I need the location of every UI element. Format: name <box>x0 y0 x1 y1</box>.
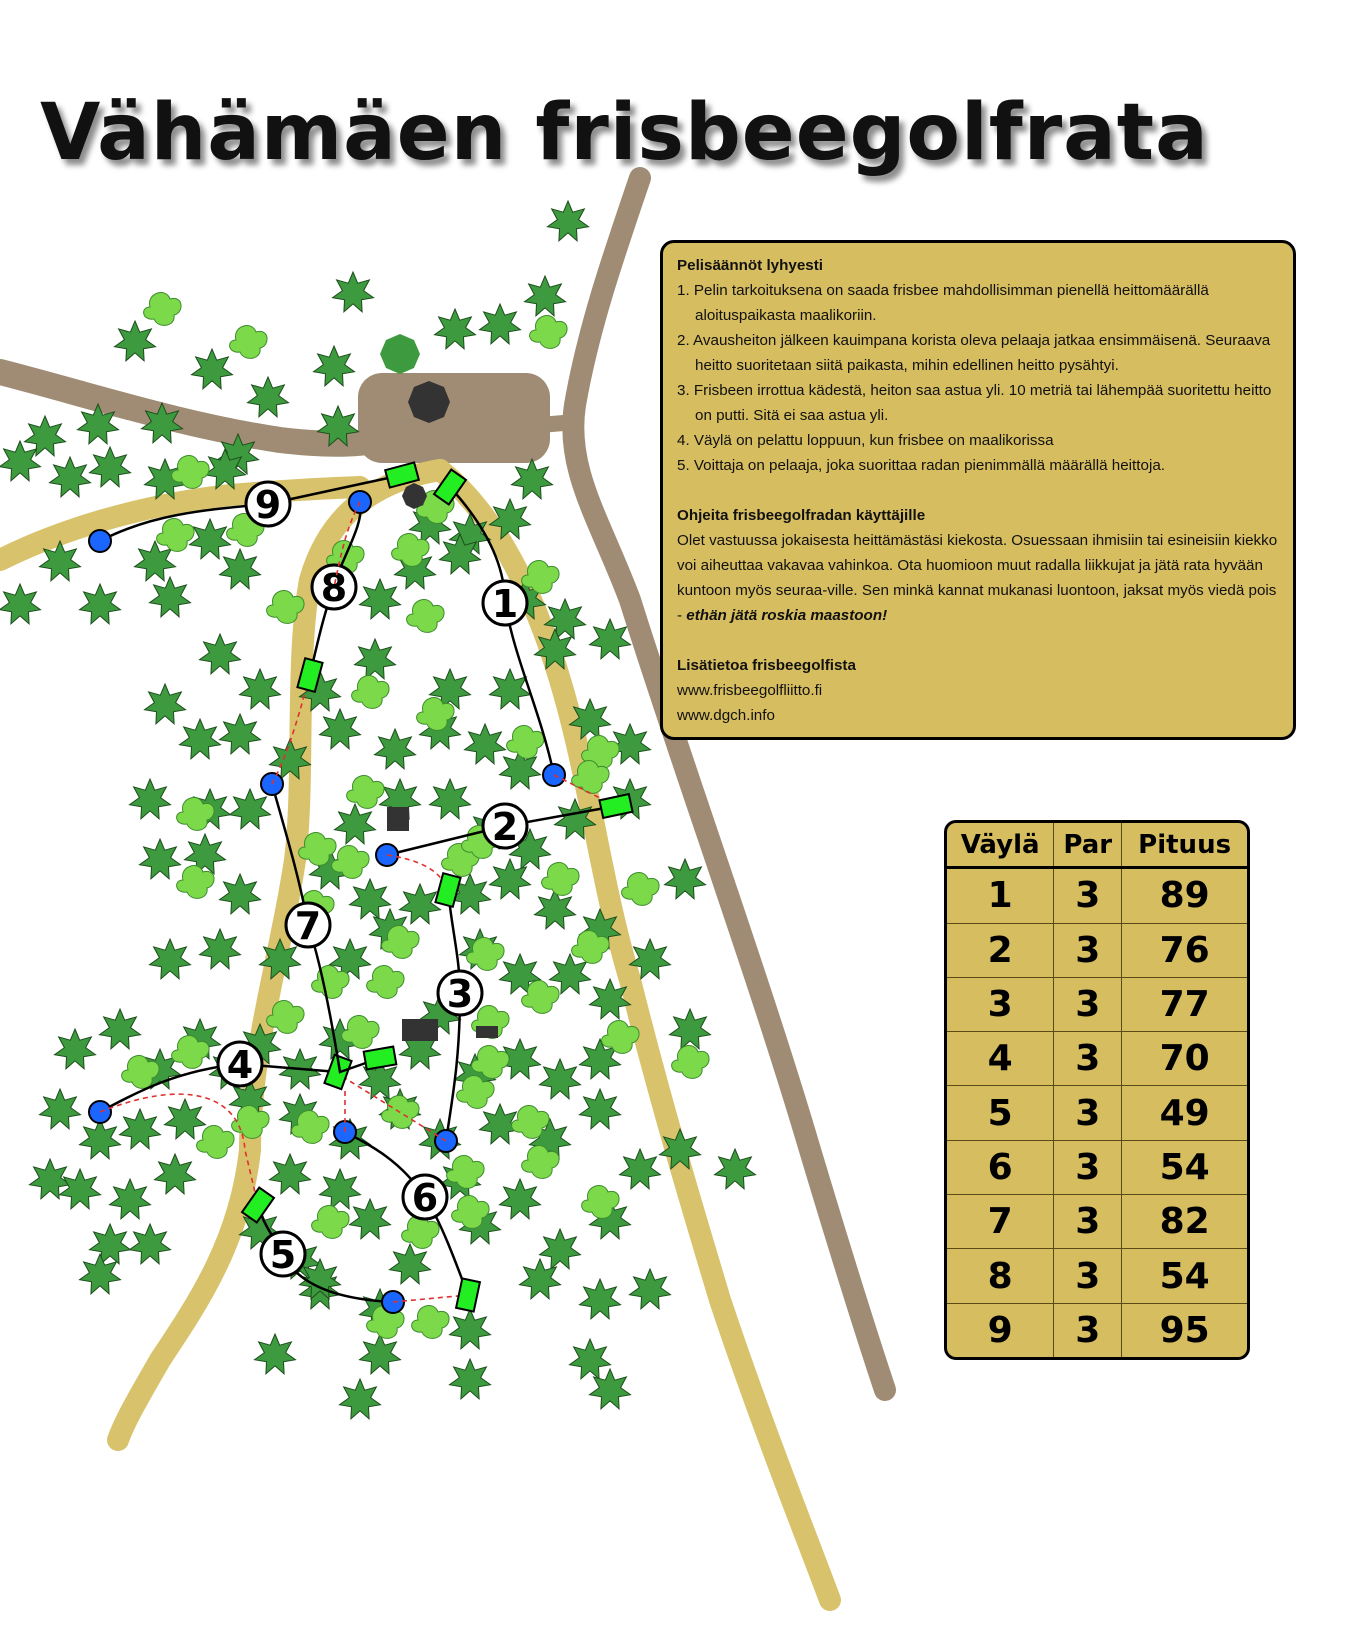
conifer-tree <box>715 1149 756 1189</box>
conifer-tree <box>80 1119 121 1159</box>
conifer-tree <box>80 584 121 624</box>
guidance-text <box>677 528 1279 628</box>
hole-table-grid <box>947 823 1247 1357</box>
guidance-heading: Ohjeita frisbeegolfradan käyttäjille <box>677 507 926 524</box>
link-dgch[interactable]: www.dgch.info <box>677 707 775 724</box>
deciduous-tree <box>530 316 567 349</box>
conifer-tree <box>25 416 66 456</box>
column-header: Väylä <box>947 823 1054 868</box>
hole-number-label: 8 <box>320 566 348 610</box>
conifer-tree <box>130 779 171 819</box>
guidance-emphasis: ethän jätä roskia maastoon! <box>686 607 888 624</box>
conifer-tree <box>430 779 471 819</box>
building <box>476 1026 498 1038</box>
hole-number: 7 <box>947 1195 1054 1249</box>
conifer-tree <box>270 1154 311 1194</box>
hole-number: 5 <box>947 1086 1054 1140</box>
hole-par: 3 <box>1054 1140 1122 1194</box>
conifer-tree <box>590 619 631 659</box>
conifer-tree <box>0 584 41 624</box>
rules-panel <box>660 240 1296 740</box>
conifer-tree <box>150 577 191 617</box>
hole-9 <box>89 462 419 587</box>
parking-area <box>358 373 550 463</box>
conifer-tree <box>55 1029 96 1069</box>
hole-length: 76 <box>1122 923 1247 977</box>
hole-number: 1 <box>987 875 1013 917</box>
link-frisbeegolfliitto[interactable]: www.frisbeegolfliitto.fi <box>677 682 823 699</box>
hole-par: 3 <box>1054 1032 1122 1086</box>
conifer-tree <box>480 304 521 344</box>
conifer-tree <box>535 889 576 929</box>
conifer-tree <box>670 1009 711 1049</box>
conifer-tree <box>140 839 181 879</box>
hole-number: 2 <box>947 923 1054 977</box>
conifer-tree <box>360 1334 401 1374</box>
conifer-tree <box>220 549 261 589</box>
conifer-tree <box>570 1339 611 1379</box>
conifer-tree <box>340 1379 381 1419</box>
hole-length: 54 <box>1122 1140 1247 1194</box>
deciduous-tree <box>507 726 544 759</box>
table-header-row <box>947 823 1247 868</box>
conifer-tree <box>200 634 241 674</box>
deciduous-tree <box>402 1216 439 1249</box>
conifer-tree <box>390 1244 431 1284</box>
rule-item: 5. Voittaja on pelaaja, joka suorittaa radan pienimmällä määrällä heittoja. <box>677 457 1165 474</box>
table-row <box>947 1086 1247 1140</box>
conifer-tree <box>180 719 221 759</box>
conifer-tree <box>200 929 241 969</box>
column-header: Pituus <box>1122 823 1247 868</box>
rule-item: 3. Frisbeen irrottua kädestä, heiton saa astua yli. 10 metriä tai lähempää suoritettu heitto on putti. Sitä ei saa astua yli. <box>677 382 1272 424</box>
hole-length: 54 <box>1122 1249 1247 1303</box>
conifer-tree <box>620 1149 661 1189</box>
conifer-tree <box>540 1059 581 1099</box>
deciduous-tree <box>367 966 404 999</box>
conifer-tree <box>350 1199 391 1239</box>
deciduous-tree <box>157 519 194 552</box>
conifer-tree <box>465 724 506 764</box>
rules-list <box>677 278 1279 478</box>
deciduous-tree <box>672 1046 709 1079</box>
conifer-tree <box>248 377 289 417</box>
table-row <box>947 1032 1247 1086</box>
deciduous-tree <box>347 776 384 809</box>
conifer-tree <box>450 1309 491 1349</box>
conifer-tree <box>355 639 396 679</box>
conifer-tree <box>90 447 131 487</box>
conifer-tree <box>435 309 476 349</box>
conifer-tree <box>450 1359 491 1399</box>
tee-pad <box>435 873 460 907</box>
conifer-tree <box>190 519 231 559</box>
conifer-tree <box>110 1179 151 1219</box>
conifer-tree <box>525 276 566 316</box>
tree-octagon <box>380 334 420 374</box>
hole-number: 9 <box>947 1303 1054 1357</box>
hole-number-label: 2 <box>491 805 519 849</box>
tee-pad <box>456 1278 480 1311</box>
deciduous-tree <box>412 1306 449 1339</box>
conifer-tree <box>90 1224 131 1264</box>
tee-pad <box>599 794 632 818</box>
conifer-tree <box>580 1089 621 1129</box>
deciduous-tree <box>177 866 214 899</box>
rule-item: 4. Väylä on pelattu loppuun, kun frisbee on maalikorissa <box>677 432 1054 449</box>
hole-length: 49 <box>1122 1086 1247 1140</box>
hole-number-label: 4 <box>226 1043 254 1087</box>
rules-heading: Pelisäännöt lyhyesti <box>677 257 824 274</box>
conifer-tree <box>240 669 281 709</box>
hole-number-label: 6 <box>411 1176 439 1220</box>
conifer-tree <box>115 321 156 361</box>
conifer-tree <box>500 1179 541 1219</box>
deciduous-tree <box>144 293 181 326</box>
conifer-tree <box>540 1229 581 1269</box>
conifer-tree <box>155 1154 196 1194</box>
conifer-tree <box>512 459 553 499</box>
hole-length: 70 <box>1122 1032 1247 1086</box>
conifer-tree <box>665 859 706 899</box>
conifer-tree <box>314 346 355 386</box>
conifer-tree <box>60 1169 101 1209</box>
hole-number: 3 <box>947 977 1054 1031</box>
column-header: Par <box>1054 823 1122 868</box>
conifer-tree <box>333 272 374 312</box>
shelter-octagon <box>408 381 450 423</box>
table-row <box>947 1140 1247 1194</box>
guidance-body: Olet vastuussa jokaisesta heittämästäsi kiekosta. Osuessaan ihmisiin tai esineisiin kiekko voi aiheuttaa vakavaa vahinkoa. Ota huomioon muut radalla liikkujat ja jätä rata hyvään kuntoon myös seuraa-ville. Sen minkä kannat mukanasi luontoon, jaksat myös viedä pois - <box>677 532 1278 624</box>
hole-par: 3 <box>1054 1086 1122 1140</box>
tee-pad <box>364 1047 397 1070</box>
conifer-tree <box>230 789 271 829</box>
hole-par: 3 <box>1054 1303 1122 1357</box>
spacer <box>677 478 1279 503</box>
conifer-tree <box>360 579 401 619</box>
conifer-tree <box>165 1099 206 1139</box>
rule-item: 1. Pelin tarkoituksena on saada frisbee mahdollisimman pienellä heittomäärällä aloituspaikasta maalikoriin. <box>677 282 1209 324</box>
table-row <box>947 1303 1247 1357</box>
conifer-tree <box>320 709 361 749</box>
deciduous-tree <box>197 1126 234 1159</box>
conifer-tree <box>375 729 416 769</box>
table-row <box>947 868 1247 924</box>
hole-par: 3 <box>1054 868 1122 924</box>
conifer-tree <box>580 1279 621 1319</box>
table-row <box>947 1249 1247 1303</box>
hole-par: 3 <box>1054 977 1122 1031</box>
conifer-tree <box>150 939 191 979</box>
hole-number: 4 <box>947 1032 1054 1086</box>
conifer-tree <box>220 714 261 754</box>
conifer-tree <box>100 1009 141 1049</box>
basket <box>89 530 111 552</box>
hole-number-label: 3 <box>446 972 474 1016</box>
hole-length: 77 <box>1122 977 1247 1031</box>
building <box>402 1019 438 1041</box>
hole-par: 3 <box>1054 923 1122 977</box>
hole-table <box>944 820 1250 1360</box>
conifer-tree <box>255 1334 296 1374</box>
deciduous-tree <box>230 326 267 359</box>
hole-number-label: 5 <box>269 1233 297 1277</box>
deciduous-tree <box>232 1106 269 1139</box>
conifer-tree <box>120 1109 161 1149</box>
building <box>387 807 409 831</box>
hole-number-label: 7 <box>294 904 322 948</box>
page-title: Vähämäen frisbeegolfrata <box>40 88 1209 178</box>
hole-length: 89 <box>1122 868 1247 924</box>
deciduous-tree <box>407 600 444 633</box>
table-row <box>947 923 1247 977</box>
hole-number: 6 <box>947 1140 1054 1194</box>
hole-number-label: 9 <box>254 483 282 527</box>
deciduous-tree <box>622 873 659 906</box>
conifer-tree <box>630 1269 671 1309</box>
info-heading: Lisätietoa frisbeegolfista <box>677 657 856 674</box>
conifer-tree <box>0 441 41 481</box>
hole-par: 3 <box>1054 1195 1122 1249</box>
deciduous-tree <box>312 1206 349 1239</box>
conifer-tree <box>220 874 261 914</box>
hole-number-label: 1 <box>491 582 519 626</box>
hole-number: 8 <box>947 1249 1054 1303</box>
conifer-tree <box>335 804 376 844</box>
conifer-tree <box>548 201 589 241</box>
rule-item: 2. Avausheiton jälkeen kauimpana korista oleva pelaaja jatkaa ensimmäisenä. Seuraava heitto suoritetaan siitä paikasta, mihin edellinen heitto pysähtyi. <box>677 332 1271 374</box>
conifer-tree <box>145 684 186 724</box>
table-row <box>947 977 1247 1031</box>
hole-par: 3 <box>1054 1249 1122 1303</box>
spacer <box>677 628 1279 653</box>
conifer-tree <box>350 879 391 919</box>
conifer-tree <box>192 349 233 389</box>
deciduous-tree <box>352 676 389 709</box>
table-row <box>947 1195 1247 1249</box>
conifer-tree <box>320 1169 361 1209</box>
hole-length: 95 <box>1122 1303 1247 1357</box>
hole-length: 82 <box>1122 1195 1247 1249</box>
conifer-tree <box>50 457 91 497</box>
conifer-tree <box>130 1224 171 1264</box>
conifer-tree <box>40 1089 81 1129</box>
deciduous-tree <box>542 863 579 896</box>
